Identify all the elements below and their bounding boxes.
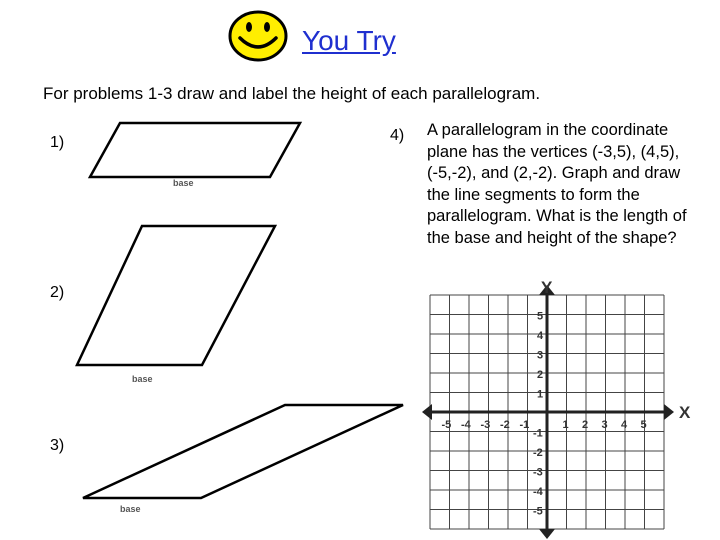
y-tick-label: 3 xyxy=(537,349,544,362)
x-tick-label: -4 xyxy=(461,419,471,431)
smiley-face-icon xyxy=(228,10,288,62)
x-tick-label: 5 xyxy=(640,419,647,431)
y-tick-label: 2 xyxy=(537,369,544,381)
x-tick-label: 3 xyxy=(601,419,608,431)
x-axis-arrow-left xyxy=(422,404,432,420)
y-tick-label: -1 xyxy=(533,427,543,440)
x-axis-arrow-right xyxy=(664,404,674,420)
parallelogram-1 xyxy=(80,115,310,195)
y-tick-label: 4 xyxy=(537,330,544,342)
y-tick-label: -5 xyxy=(533,505,543,518)
x-tick-label: -5 xyxy=(441,419,452,431)
parallelogram-3 xyxy=(75,400,415,520)
x-tick-label: -1 xyxy=(519,419,530,431)
base-label-2: base xyxy=(132,374,153,384)
x-tick-label: -2 xyxy=(500,419,510,431)
x-tick-label: 2 xyxy=(582,419,589,431)
problem-4-text: A parallelogram in the coordinate plane has the vertices (-3,5), (4,5), (-5,-2), and (2,-2). Graph and draw the line segments to form the parallelogram. What is the length of the base and height of the shape? xyxy=(427,121,687,247)
y-axis-arrow-down xyxy=(539,529,555,539)
x-tick-label: -3 xyxy=(480,419,491,431)
y-tick-label: 1 xyxy=(537,388,544,401)
instructions-text: For problems 1-3 draw and label the height of each parallelogram. xyxy=(43,84,541,103)
x-tick-label: 4 xyxy=(621,419,628,431)
y-tick-label: -4 xyxy=(533,486,543,498)
parallelogram-2 xyxy=(70,220,290,390)
x-tick-label: 1 xyxy=(562,419,569,431)
y-tick-label: 5 xyxy=(537,310,544,323)
x-axis-label: X xyxy=(679,403,691,422)
base-label-1: base xyxy=(173,178,194,188)
problem-1-number: 1) xyxy=(50,134,65,151)
problem-3-number: 3) xyxy=(50,437,65,454)
base-label-3: base xyxy=(120,504,141,514)
y-tick-label: -2 xyxy=(533,447,543,459)
coordinate-grid xyxy=(420,280,700,540)
page-title: You Try xyxy=(302,25,396,56)
problem-2-number: 2) xyxy=(50,284,65,301)
problem-4-number: 4) xyxy=(390,127,405,144)
y-tick-label: -3 xyxy=(533,466,543,479)
y-axis-label: Y xyxy=(541,280,553,297)
